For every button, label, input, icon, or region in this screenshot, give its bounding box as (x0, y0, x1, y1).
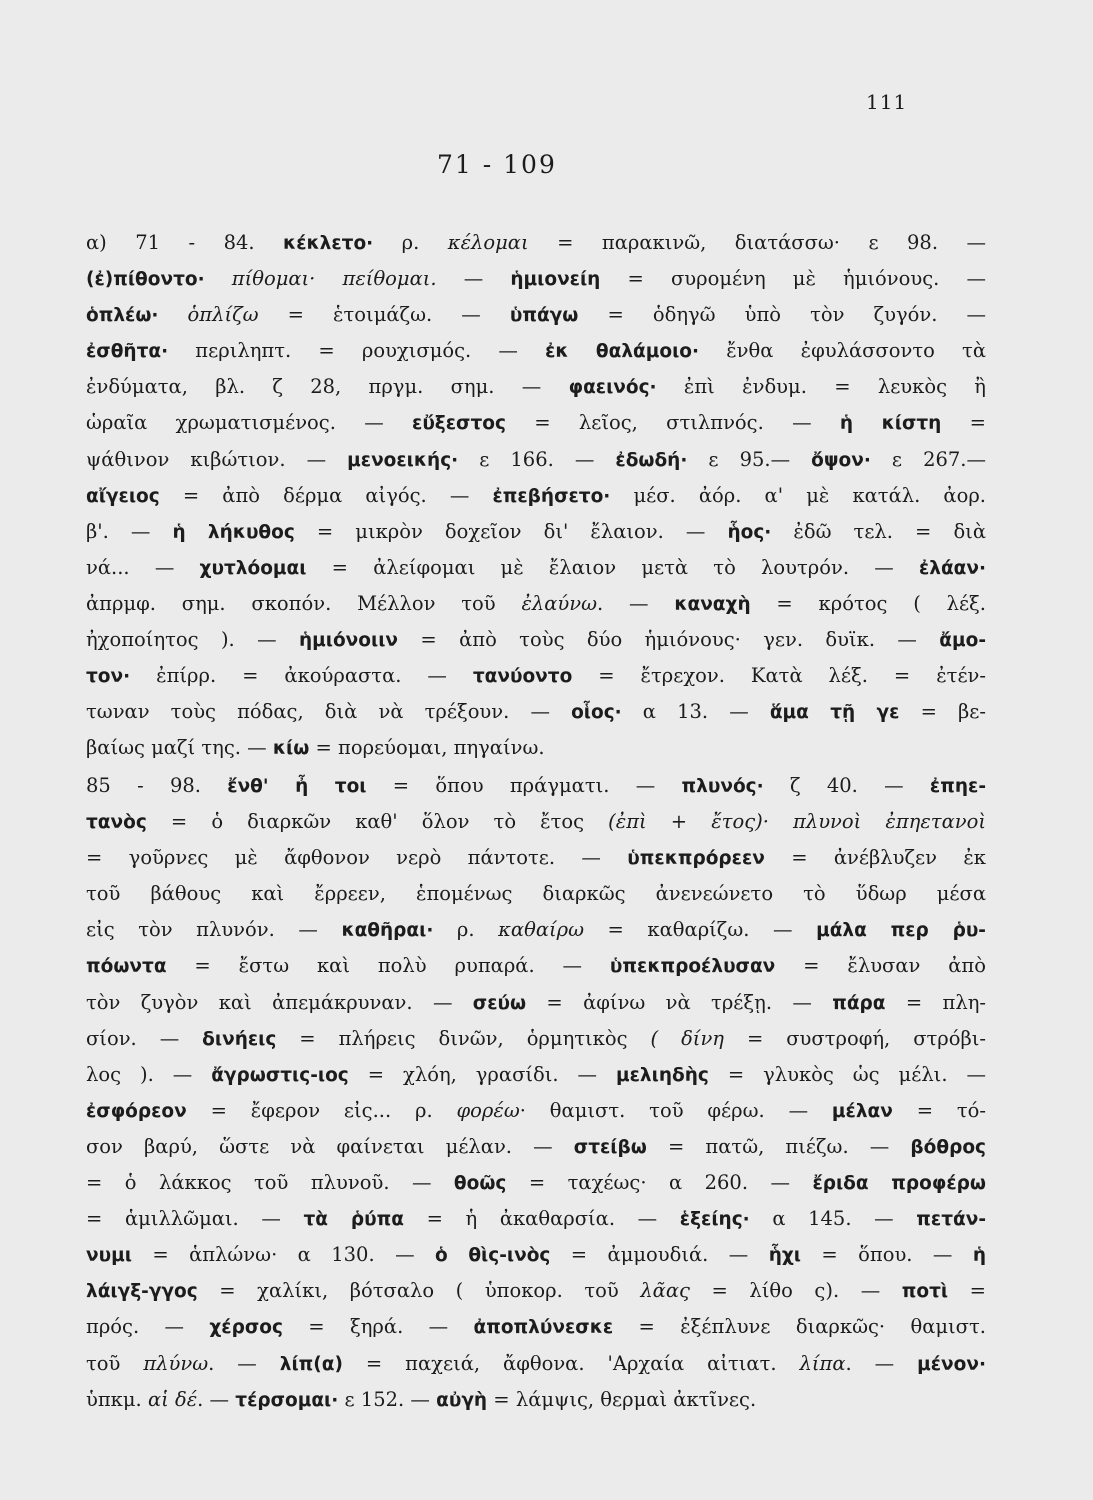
text-segment: ε 152. — (338, 1387, 437, 1411)
text-segment: ψάθινον κιβώτιον. — (86, 447, 348, 471)
text-segment: = ἀφίνω νὰ τρέξῃ. — (526, 990, 833, 1014)
text-segment: ε 95.— (687, 447, 812, 471)
text-segment: ρ. (433, 918, 499, 942)
text-segment: = πλη- (885, 990, 986, 1014)
text-segment: = τό- (892, 1098, 987, 1122)
headword: ἡ κίστη (839, 413, 942, 435)
headword: οἷος· (571, 702, 622, 724)
text-segment: = (948, 1279, 986, 1303)
text-segment: α) 71 - 84. (86, 231, 284, 254)
headword: ἐσφόρεον (86, 1100, 187, 1122)
headword: μέλαν (831, 1100, 893, 1122)
text-segment: ( δίνη (650, 1026, 724, 1050)
headword: ἐσθῆτα· (86, 341, 169, 363)
text-line (86, 514, 986, 550)
text-segment: ρ. (373, 231, 448, 254)
text-segment: = ἁμιλλῶμαι. — (86, 1207, 304, 1231)
text-segment: . — (197, 1387, 236, 1411)
text-segment: = παρακινῶ, διατάσσω· ε 98. — (528, 231, 986, 254)
text-line (86, 948, 986, 984)
text-segment: πίθομαι· πείθομαι. (204, 267, 437, 291)
text-segment: λος ). — (86, 1062, 212, 1086)
text-line (86, 985, 986, 1021)
text-line (86, 442, 986, 478)
headword: ὑπάγω (509, 305, 579, 327)
headword: ἡμιόνοιιν (298, 630, 399, 652)
text-segment: τοῦ (86, 1351, 144, 1375)
text-line (86, 876, 986, 912)
headword: ὁ θὶς-ινὸς (434, 1245, 551, 1267)
text-segment: ἔνθα ἐφυλάσσοντο τὰ (699, 339, 986, 363)
text-line (86, 478, 986, 514)
headword: ἐδωδή· (615, 449, 688, 471)
text-segment: = μικρὸν δοχεῖον δι' ἔλαιον. — (294, 519, 728, 543)
headword: πόωντα (86, 956, 167, 978)
text-segment: = ἡ ἀκαθαρσία. — (403, 1207, 680, 1231)
headword: μενοεικής· (347, 449, 459, 471)
headword: κέκλετο· (283, 233, 374, 254)
text-segment: = κρότος ( λέξ. (750, 591, 986, 615)
text-segment: φορέω (456, 1098, 520, 1122)
text-segment: ἠχοποίητος ). — (86, 628, 299, 652)
text-line (86, 1237, 986, 1273)
text-line (86, 369, 986, 405)
headword: ὄψον· (811, 449, 871, 471)
text-segment: νά... — (86, 555, 200, 579)
commentary-paragraph-2 (86, 768, 986, 1418)
page-number: 111 (866, 90, 908, 114)
headword: καθῆραι· (341, 920, 434, 942)
headword: δινήεις (202, 1028, 277, 1050)
text-line (86, 730, 986, 766)
text-line (86, 658, 986, 694)
text-line (86, 1021, 986, 1057)
text-segment: καθαίρω (498, 918, 584, 942)
headword: ἄγρωστις-ιος (211, 1064, 349, 1086)
text-line (86, 768, 986, 804)
text-segment: = ἔλυσαν ἀπὸ (775, 954, 986, 978)
headword: τανύοντο (472, 666, 573, 688)
headword: ἐκ θαλάμοιο· (545, 341, 700, 363)
text-segment: = ὁδηγῶ ὑπὸ τὸν ζυγόν. — (578, 303, 987, 327)
text-segment: = γοῦρνες μὲ ἄφθονον νερὸ πάντοτε. — (86, 846, 628, 870)
text-line (86, 622, 986, 658)
headword: ἧος· (727, 521, 772, 543)
text-line (86, 261, 986, 297)
text-line (86, 1201, 986, 1237)
text-segment: ὁπλίζω (158, 303, 259, 327)
text-segment: = λεῖος, στιλπνός. — (505, 411, 840, 435)
text-segment: ε 267.— (870, 447, 986, 471)
headword: αἴγειος (86, 485, 160, 507)
headword: λίπ(α) (279, 1353, 343, 1375)
text-segment: = ἁπλώνω· α 130. — (131, 1243, 435, 1267)
text-segment: = καθαρίζω. — (584, 918, 817, 942)
headword: τανὸς (86, 812, 147, 834)
text-line (86, 333, 986, 369)
text-segment: = ἑτοιμάζω. — (258, 303, 510, 327)
text-line (86, 586, 986, 622)
text-segment: = ἔστω καὶ πολὺ ρυπαρά. — (166, 954, 610, 978)
text-segment: = χλόη, γρασίδι. — (348, 1062, 617, 1086)
headword: ἐπηε- (929, 776, 986, 797)
text-segment: κέλομαι (447, 231, 529, 254)
headword: ἡ λήκυθος (172, 521, 295, 543)
headword: ἑξείης· (679, 1209, 750, 1231)
headword: τὰ ῥύπα (303, 1209, 404, 1231)
headword: νυμι (86, 1245, 132, 1267)
text-segment: ὑπκμ. (86, 1387, 148, 1411)
text-segment: = ἔφερον εἰς... ρ. (186, 1098, 457, 1122)
text-segment: ἀπρμφ. σημ. σκοπόν. Μέλλον τοῦ (86, 591, 522, 615)
section-heading: 71 - 109 (437, 150, 557, 179)
headword: σεύω (472, 992, 527, 1014)
text-segment: = γλυκὸς ὡς μέλι. — (708, 1062, 986, 1086)
text-segment: = ἀμμουδιά. — (550, 1243, 769, 1267)
headword: ἀποπλύνεσκε (473, 1317, 614, 1339)
commentary-paragraph-1 (86, 225, 986, 766)
text-segment: ἐλαύνω (521, 591, 598, 615)
text-segment: = ὅπου πράγματι. — (366, 774, 682, 797)
text-line (86, 1346, 986, 1382)
headword: βόθρος (910, 1136, 987, 1158)
text-segment: ζ 40. — (763, 774, 930, 797)
text-line (86, 1273, 986, 1309)
text-segment: α 145. — (749, 1207, 917, 1231)
text-segment: τωναν τοὺς πόδας, διὰ νὰ τρέξουν. — (86, 700, 572, 724)
text-segment: = ξηρά. — (282, 1315, 474, 1339)
text-line (86, 1093, 986, 1129)
headword: ἔνθ' ἦ τοι (227, 776, 367, 797)
text-segment: ὡραῖα χρωματισμένος. — (86, 411, 413, 435)
text-segment: — (436, 267, 511, 291)
text-segment: = πατῶ, πιέζω. — (646, 1134, 911, 1158)
text-segment: = χαλίκι, βότσαλο ( ὑποκορ. τοῦ (197, 1279, 641, 1303)
text-segment: = βε- (899, 700, 986, 724)
headword: ἧχι (768, 1245, 802, 1267)
headword: ἅμα τῇ γε (769, 702, 900, 724)
text-segment: = συρομένη μὲ ἡμιόνους. — (600, 267, 986, 291)
headword: μάλα περ ῥυ- (816, 920, 986, 942)
text-segment: = λίθο ς). — (689, 1279, 902, 1303)
headword: ἐλάαν· (918, 557, 986, 579)
text-line (86, 1057, 986, 1093)
text-segment: πρός. — (86, 1315, 210, 1339)
headword: στείβω (573, 1136, 647, 1158)
text-segment: α 13. — (621, 700, 770, 724)
headword: (ἐ)πίθοντο· (86, 269, 205, 291)
headword: κίω (272, 738, 310, 760)
text-line (86, 225, 986, 261)
text-segment: = ταχέως· α 260. — (506, 1171, 813, 1195)
text-segment: (ἐπὶ + ἔτος)· πλυνοὶ ἐπηετανοὶ (608, 810, 987, 834)
headword: φαεινός· (568, 377, 657, 399)
text-line (86, 1129, 986, 1165)
text-line (86, 297, 986, 333)
text-line (86, 1165, 986, 1201)
text-segment: = πορεύομαι, πηγαίνω. (309, 736, 545, 760)
text-segment: = ὅπου. — (801, 1243, 973, 1267)
text-segment: = ἀπὸ δέρμα αἰγός. — (159, 483, 493, 507)
text-segment: = ἔτρεχον. Κατὰ λέξ. = ἐτέν- (572, 664, 986, 688)
headword: ὁπλέω· (86, 305, 159, 327)
text-segment: ἐνδύματα, βλ. ζ 28, πργμ. σημ. — (86, 375, 569, 399)
text-segment: = συστροφή, στρόβι- (724, 1026, 987, 1050)
text-segment: ε 166. — (458, 447, 616, 471)
headword: θοῶς (453, 1173, 507, 1195)
headword: ἄμο- (939, 630, 986, 652)
text-line (86, 694, 986, 730)
headword: τον· (86, 666, 131, 688)
headword: ποτὶ (901, 1281, 949, 1303)
headword: πετάν- (916, 1209, 986, 1231)
text-line (86, 550, 986, 586)
text-segment: πλύνω (143, 1351, 209, 1375)
text-segment: λᾶας (640, 1279, 690, 1303)
text-segment: = ἀπὸ τοὺς δύο ἡμιόνους· γεν. δυϊκ. — (398, 628, 940, 652)
text-segment: βαίως μαζί της. — (86, 736, 273, 760)
text-segment: σίον. — (86, 1026, 203, 1050)
text-segment: μέσ. ἀόρ. α' μὲ κατάλ. ἀορ. (610, 483, 986, 507)
text-segment: = ἐξέπλυνε διαρκῶς· θαμιστ. (613, 1315, 986, 1339)
headword: ἡ (972, 1245, 986, 1267)
text-segment: . — (845, 1351, 918, 1375)
text-segment: 85 - 98. (86, 774, 228, 797)
headword: ὑπεκπροέλυσαν (609, 956, 776, 978)
headword: μελιηδὴς (616, 1064, 709, 1086)
text-segment: αἱ δέ (147, 1387, 198, 1411)
text-segment: ἐπίρρ. = ἀκούραστα. — (130, 664, 473, 688)
text-segment: σον βαρύ, ὥστε νὰ φαίνεται μέλαν. — (86, 1134, 574, 1158)
text-line (86, 912, 986, 948)
headword: εὔξεστος (412, 413, 506, 435)
headword: χέρσος (209, 1317, 283, 1339)
text-segment: = ἀλείφομαι μὲ ἔλαιον μετὰ τὸ λουτρόν. — (306, 555, 919, 579)
text-segment: = παχειά, ἄφθονα. 'Αρχαία αἰτιατ. (342, 1351, 800, 1375)
headword: λάιγξ-γγος (86, 1281, 198, 1303)
headword: καναχὴ (674, 593, 751, 615)
text-segment: ἐπὶ ἐνδυμ. = λευκὸς ἢ (656, 375, 986, 399)
text-segment: εἰς τὸν πλυνόν. — (86, 918, 342, 942)
text-segment: = πλήρεις δινῶν, ὁρμητικὸς (276, 1026, 651, 1050)
text-line (86, 1382, 986, 1418)
text-segment: · θαμιστ. τοῦ φέρω. — (519, 1098, 832, 1122)
headword: ἐπεβήσετο· (492, 485, 611, 507)
text-segment: = λάμψις, θερμαὶ ἀκτῖνες. (487, 1387, 757, 1411)
headword: ἡμιονείη (510, 269, 601, 291)
headword: τέρσομαι· (235, 1389, 339, 1411)
text-segment: περιληπτ. = ρουχισμός. — (168, 339, 546, 363)
text-segment: ἐδῶ τελ. = διὰ (771, 519, 987, 543)
headword: χυτλόομαι (199, 557, 307, 579)
text-line (86, 1309, 986, 1345)
headword: αὐγὴ (436, 1389, 488, 1411)
text-segment: . — (597, 591, 675, 615)
text-segment: λίπα (799, 1351, 846, 1375)
text-segment: τὸν ζυγὸν καὶ ἀπεμάκρυναν. — (86, 990, 473, 1014)
text-segment: = (941, 411, 986, 435)
headword: μένον· (917, 1353, 986, 1375)
text-segment: β'. — (86, 519, 173, 543)
text-segment: . — (208, 1351, 280, 1375)
text-segment: = ἀνέβλυζεν ἐκ (764, 846, 986, 870)
headword: πλυνός· (681, 776, 764, 797)
text-line (86, 405, 986, 441)
headword: πάρα (832, 992, 886, 1014)
text-line (86, 840, 986, 876)
headword: ὑπεκπρόρεεν (627, 848, 765, 870)
text-line (86, 804, 986, 840)
headword: ἔριδα προφέρω (812, 1173, 986, 1195)
text-segment: τοῦ βάθους καὶ ἔρρεεν, ἑπομένως διαρκῶς ἀνενεώνετο τὸ ὕδωρ μέσα (86, 882, 986, 906)
text-segment: = ὁ λάκκος τοῦ πλυνοῦ. — (86, 1171, 454, 1195)
text-segment: = ὁ διαρκῶν καθ' ὅλον τὸ ἔτος (146, 810, 609, 834)
